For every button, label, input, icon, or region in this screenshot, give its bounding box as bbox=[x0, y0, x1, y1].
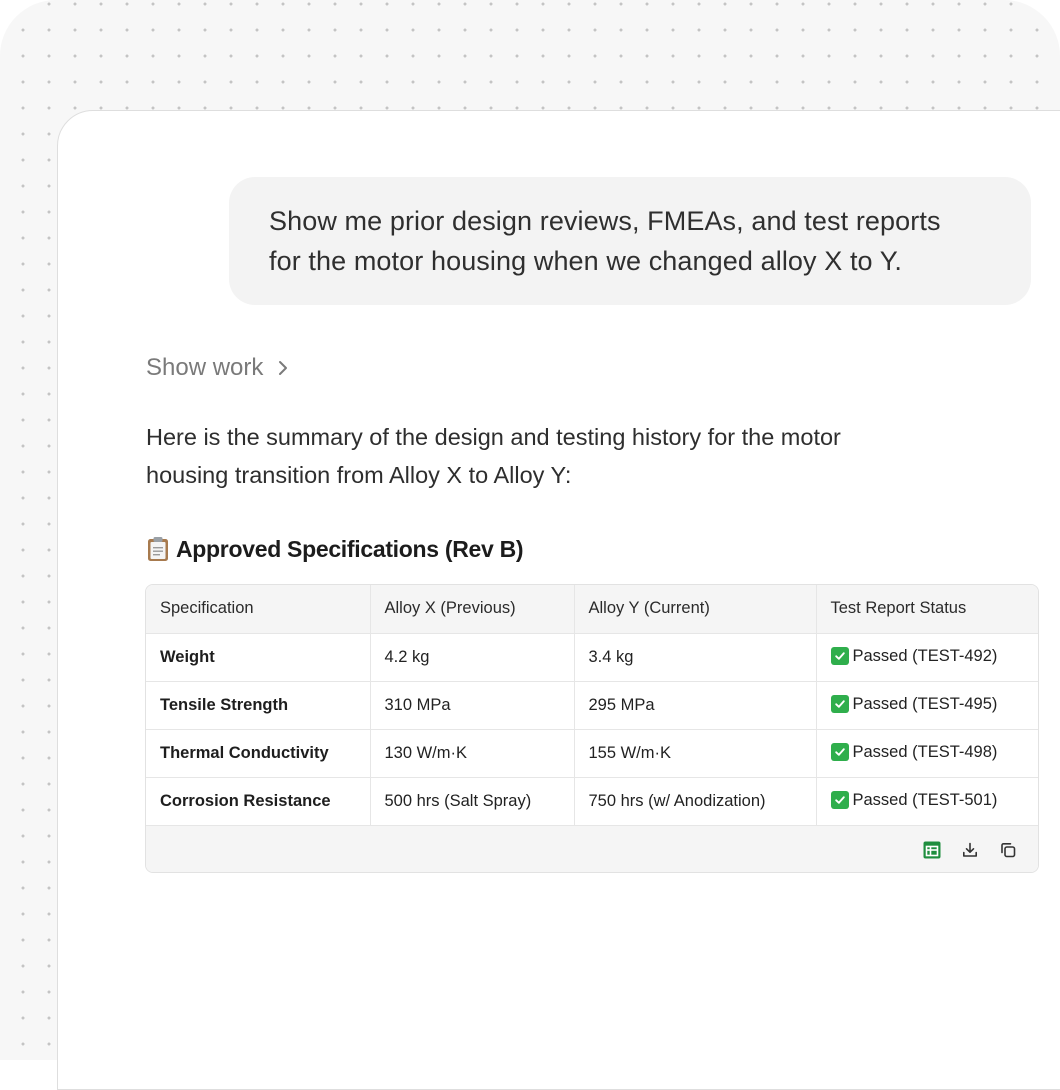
status-cell bbox=[816, 777, 1039, 825]
column-header: Test Report Status bbox=[816, 585, 1039, 633]
section-heading bbox=[146, 531, 523, 567]
column-header: Alloy Y (Current) bbox=[574, 585, 816, 633]
alloy-x-cell: 500 hrs (Salt Spray) bbox=[370, 777, 574, 825]
table-header-row bbox=[146, 585, 1039, 633]
alloy-x-cell: 130 W/m·K bbox=[370, 729, 574, 777]
column-header: Specification bbox=[146, 585, 370, 633]
download-icon bbox=[961, 841, 979, 859]
status-text: Passed (TEST-492) bbox=[852, 646, 998, 665]
spec-table-container bbox=[145, 584, 1039, 873]
summary-line-2: housing transition from Alloy X to Alloy Y: bbox=[146, 462, 572, 488]
copy-button[interactable] bbox=[998, 840, 1018, 860]
copy-icon bbox=[999, 841, 1017, 859]
show-work-label: Show work bbox=[146, 354, 264, 381]
status-cell bbox=[816, 633, 1039, 681]
status-text: Passed (TEST-495) bbox=[852, 694, 998, 713]
response-summary bbox=[146, 418, 986, 494]
alloy-y-cell: 155 W/m·K bbox=[574, 729, 816, 777]
download-button[interactable] bbox=[960, 840, 980, 860]
summary-line-1: Here is the summary of the design and testing history for the motor bbox=[146, 424, 841, 450]
check-mark-icon bbox=[831, 647, 849, 665]
spec-name-cell: Thermal Conductivity bbox=[146, 729, 370, 777]
alloy-y-cell: 3.4 kg bbox=[574, 633, 816, 681]
status-cell bbox=[816, 729, 1039, 777]
alloy-y-cell: 750 hrs (w/ Anodization) bbox=[574, 777, 816, 825]
clipboard-icon bbox=[146, 536, 170, 562]
check-mark-icon bbox=[831, 695, 849, 713]
spec-name-cell: Corrosion Resistance bbox=[146, 777, 370, 825]
column-header: Alloy X (Previous) bbox=[370, 585, 574, 633]
table-actions-bar bbox=[146, 826, 1038, 874]
export-to-sheets-button[interactable] bbox=[922, 840, 942, 860]
alloy-y-cell: 295 MPa bbox=[574, 681, 816, 729]
table-row bbox=[146, 633, 1039, 681]
status-text: Passed (TEST-498) bbox=[852, 742, 998, 761]
chevron-right-icon bbox=[277, 359, 289, 377]
check-mark-icon bbox=[831, 791, 849, 809]
user-message-bubble bbox=[229, 177, 1031, 305]
table-row bbox=[146, 681, 1039, 729]
alloy-x-cell: 310 MPa bbox=[370, 681, 574, 729]
check-mark-icon bbox=[831, 743, 849, 761]
status-text: Passed (TEST-501) bbox=[852, 790, 998, 809]
user-message-line-2: for the motor housing when we changed alloy X to Y. bbox=[269, 246, 903, 276]
status-cell bbox=[816, 681, 1039, 729]
spec-table bbox=[146, 585, 1039, 826]
spec-name-cell: Tensile Strength bbox=[146, 681, 370, 729]
alloy-x-cell: 4.2 kg bbox=[370, 633, 574, 681]
table-row bbox=[146, 777, 1039, 825]
table-row bbox=[146, 729, 1039, 777]
export-to-sheets-icon bbox=[923, 841, 941, 859]
user-message-line-1: Show me prior design reviews, FMEAs, and test reports bbox=[269, 206, 941, 236]
show-work-toggle[interactable] bbox=[146, 350, 289, 386]
spec-name-cell: Weight bbox=[146, 633, 370, 681]
section-heading-text: Approved Specifications (Rev B) bbox=[176, 535, 524, 562]
